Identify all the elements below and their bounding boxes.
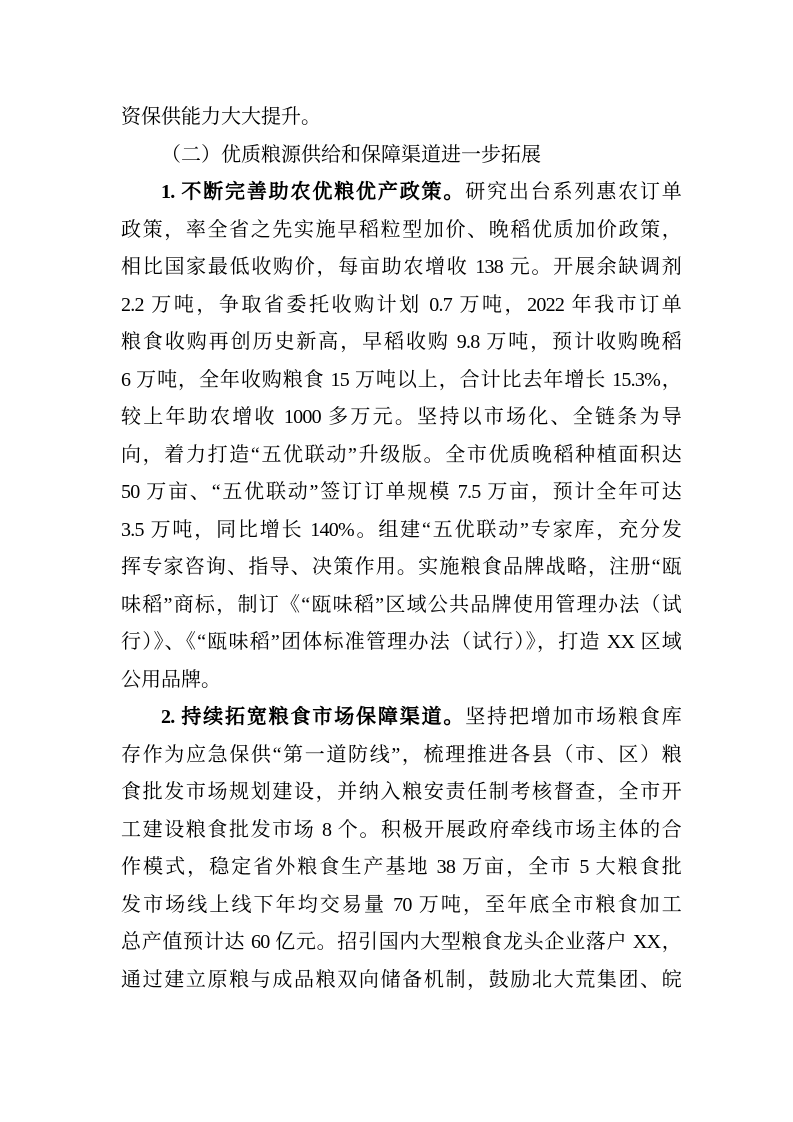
para-intro-last-line [121, 99, 681, 137]
line-text: 坚持把增加市场粮食库 [465, 706, 681, 728]
line-text: 存作为应急保供“第一道防线”，梳理推进各县（市、区）粮 [121, 743, 681, 766]
line-text: 发市场线上线下年均交易量 70 万吨，至年底全市粮食加工 [121, 893, 681, 916]
paragraph-number-heading: 1. 不断完善助农优粮优产政策。 [161, 181, 466, 203]
line-text: 50 万亩、“五优联动”签订订单规模 7.5 万亩，预计全年可达 [121, 481, 681, 503]
item-2-line-2 [121, 737, 681, 775]
item-1-line-7 [121, 399, 681, 437]
line-text: 味稻”商标，制订《“瓯味稻”区域公共品牌使用管理办法（试 [121, 593, 681, 616]
item-2-line-8 [121, 962, 681, 1000]
document-body [121, 99, 681, 999]
item-1-line-10 [121, 512, 681, 550]
item-1-line-12 [121, 587, 681, 625]
item-2-line-6 [121, 887, 681, 925]
item-1-line-8 [121, 437, 681, 475]
item-1-line-4 [121, 287, 681, 325]
line-text: 政策，率全省之先实施早稻粒型加价、晚稻优质加价政策， [121, 218, 681, 241]
line-text: 较上年助农增收 1000 多万元。坚持以市场化、全链条为导 [121, 406, 681, 428]
line-text: 工建设粮食批发市场 8 个。积极开展政府牵线市场主体的合 [121, 818, 681, 841]
line-text: 向，着力打造“五优联动”升级版。全市优质晚稻种植面积达 [121, 443, 681, 466]
item-1-line-3 [121, 249, 681, 287]
item-1-line-6 [121, 362, 681, 400]
line-text: 相比国家最低收购价，每亩助农增收 138 元。开展余缺调剂 [121, 256, 681, 278]
line-text: （二）优质粮源供给和保障渠道进一步拓展 [161, 143, 541, 166]
item-1-line-14 [121, 662, 681, 700]
line-text: 通过建立原粮与成品粮双向储备机制，鼓励北大荒集团、皖 [121, 968, 681, 991]
item-1-line-13 [121, 624, 681, 662]
item-1-line-11 [121, 549, 681, 587]
paragraph-number-heading: 2. 持续拓宽粮食市场保障渠道。 [161, 706, 466, 728]
item-1-line-2 [121, 212, 681, 250]
line-text: 公用品牌。 [121, 668, 221, 691]
line-text: 3.5 万吨，同比增长 140%。组建“五优联动”专家库，充分发 [121, 518, 681, 541]
line-text: 6 万吨，全年收购粮食 15 万吨以上，合计比去年增长 15.3%， [121, 368, 681, 391]
item-2-line-3 [121, 774, 681, 812]
item-1-line-5 [121, 324, 681, 362]
line-text: 食批发市场规划建设，并纳入粮安责任制考核督查，全市开 [121, 781, 681, 803]
section-heading-2 [121, 137, 681, 175]
line-text: 粮食收购再创历史新高，早稻收购 9.8 万吨，预计收购晚稻 [121, 331, 681, 353]
line-text: 挥专家咨询、指导、决策作用。实施粮食品牌战略，注册“瓯 [121, 556, 681, 578]
line-text: 作模式，稳定省外粮食生产基地 38 万亩，全市 5 大粮食批 [121, 856, 681, 878]
item-2-line-4 [121, 812, 681, 850]
line-text: 总产值预计达 60 亿元。招引国内大型粮食龙头企业落户 XX， [121, 931, 681, 953]
item-1-line-9 [121, 474, 681, 512]
line-text: 资保供能力大大提升。 [121, 106, 321, 128]
item-2-line-5 [121, 849, 681, 887]
item-2-line-1 [121, 699, 681, 737]
item-1-line-1 [121, 174, 681, 212]
line-text: 研究出台系列惠农订单 [465, 181, 681, 203]
line-text: 2.2 万吨，争取省委托收购计划 0.7 万吨，2022 年我市订单 [121, 293, 681, 316]
item-2-line-7 [121, 924, 681, 962]
line-text: 行）》、《“瓯味稻”团体标准管理办法（试行）》，打造 XX 区域 [121, 631, 681, 653]
